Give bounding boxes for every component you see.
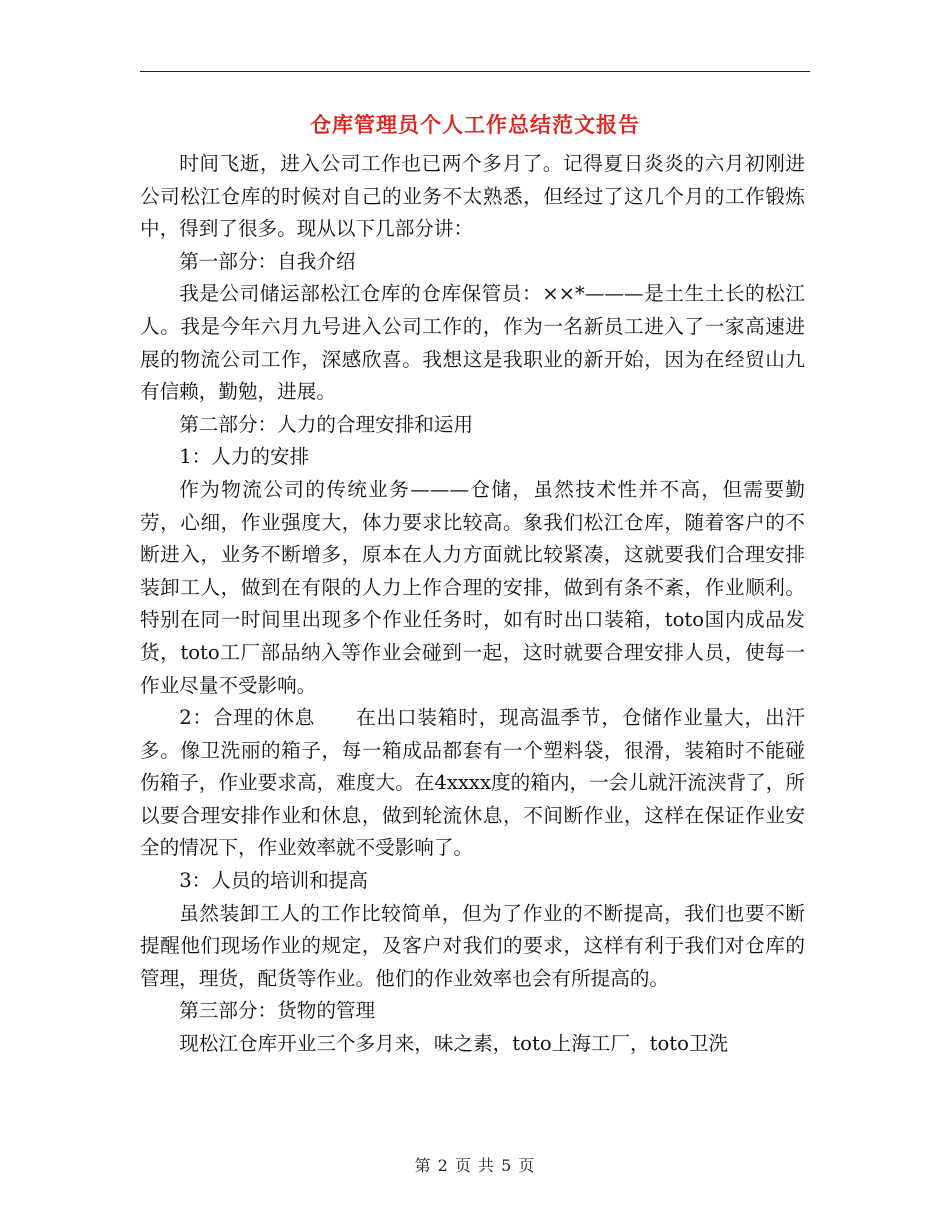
paragraph-goods-management: 现松江仓库开业三个多月来，味之素，toto上海工厂，toto卫洗: [179, 1032, 729, 1056]
section-heading-3: 第三部分：货物的管理: [179, 999, 376, 1023]
paragraph-staff-training: 虽然装卸工人的工作比较简单，但为了作业的不断提高，我们也要不断提醒他们现场作业的规定，及客户对我们的要求，这样有利于我们对仓库的管理，理货，配货等作业。他们的作业效率也会有所提高的。: [140, 901, 805, 990]
section-heading-2: 第二部分：人力的合理安排和运用: [179, 412, 474, 436]
subheading-manpower-arrangement: 1：人力的安排: [179, 445, 310, 469]
section-heading-1: 第一部分：自我介绍: [179, 249, 356, 273]
page-number-footer: 第 2 页 共 5 页: [414, 1156, 536, 1175]
paragraph-intro: 时间飞逝，进入公司工作也已两个多月了。记得夏日炎炎的六月初刚进公司松江仓库的时候对自己的业务不太熟悉，但经过了这几个月的工作锻炼中，得到了很多。现从以下几部分讲：: [140, 152, 805, 241]
paragraph-self-intro: 我是公司储运部松江仓库的仓库保管员：××*———是土生土长的松江人。我是今年六月九号进入公司工作的，作为一名新员工进入了一家高速进展的物流公司工作，深感欣喜。我想这是我职业的新开始，因为在经贸山九有信赖，勤勉，进展。: [140, 282, 805, 404]
header-rule: [140, 71, 810, 72]
document-title: 仓库管理员个人工作总结范文报告: [310, 113, 640, 137]
document-body: [140, 148, 805, 1061]
paragraph-reasonable-rest: 2：合理的休息 在出口装箱时，现高温季节，仓储作业量大，出汗多。像卫洗丽的箱子，每一箱成品都套有一个塑料袋，很滑，装箱时不能碰伤箱子，作业要求高，难度大。在4xxxx度的箱内，一会儿就汗流浃背了，所以要合理安排作业和休息，做到轮流休息，不间断作业，这样在保证作业安全的情况下，作业效率就不受影响了。: [140, 706, 805, 860]
paragraph-manpower-arrangement: 作为物流公司的传统业务———仓储，虽然技术性并不高，但需要勤劳，心细，作业强度大，体力要求比较高。象我们松江仓库，随着客户的不断进入，业务不断增多，原本在人力方面就比较紧凑，这就要我们合理安排装卸工人，做到在有限的人力上作合理的安排，做到有条不紊，作业顺利。特别在同一时间里出现多个作业任务时，如有时出口装箱，toto国内成品发货，toto工厂部品纳入等作业会碰到一起，这时就要合理安排人员，使每一作业尽量不受影响。: [140, 477, 805, 697]
subheading-staff-training: 3：人员的培训和提高: [179, 869, 368, 893]
